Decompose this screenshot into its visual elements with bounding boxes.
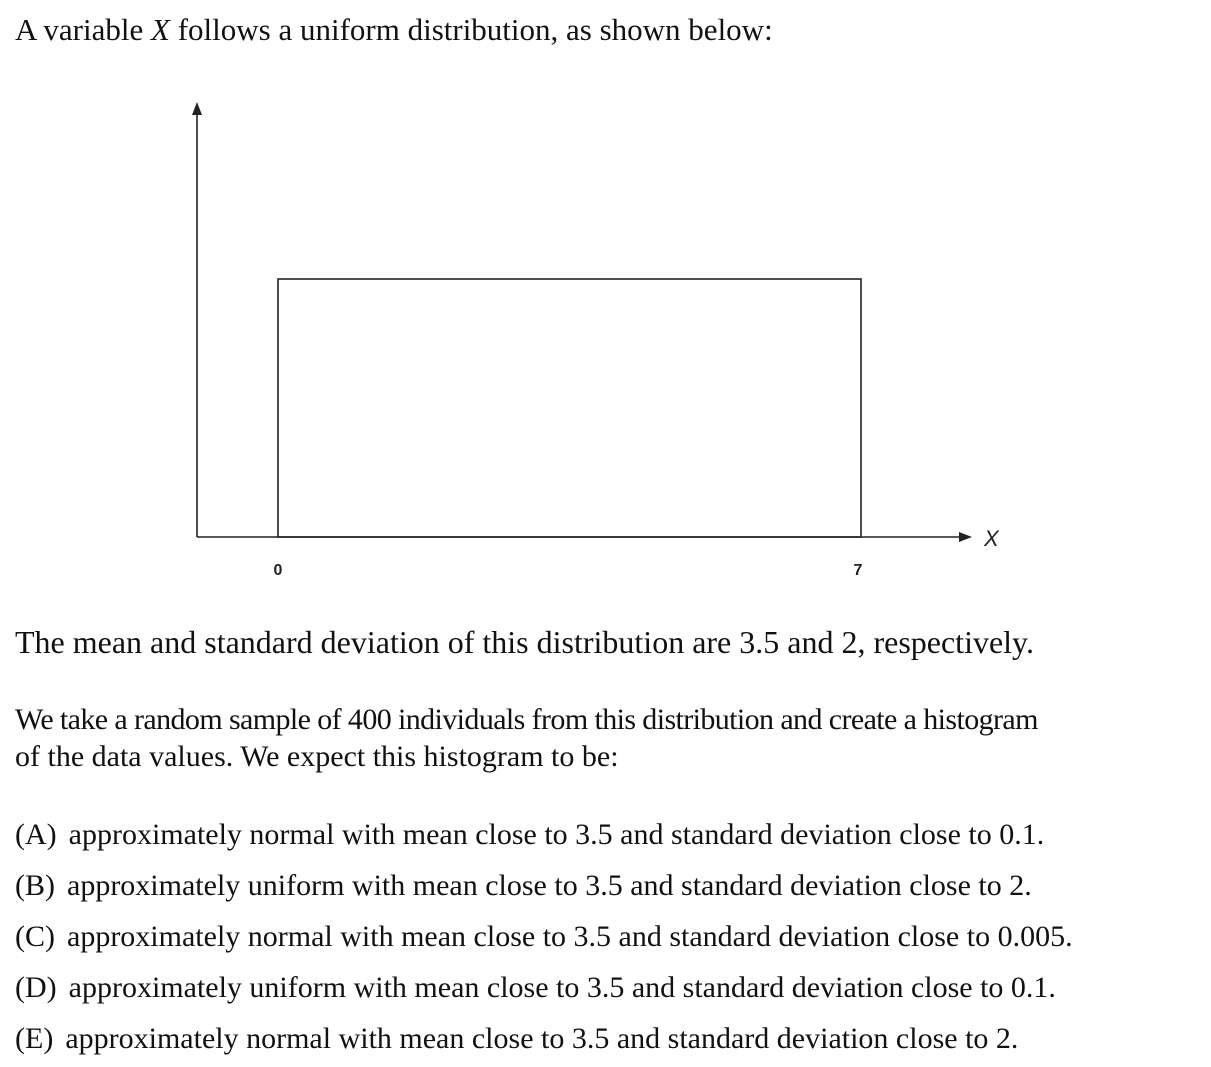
- choice-text: approximately uniform with mean close to 3.5 and standard deviation close to 0.1.: [68, 971, 1056, 1004]
- choice-a[interactable]: [15, 820, 1044, 850]
- choice-b[interactable]: [15, 871, 1032, 901]
- uniform-density-box: [278, 279, 861, 537]
- choice-text: approximately normal with mean close to 3.5 and standard deviation close to 0.005.: [67, 920, 1073, 953]
- sample-sentence-line-1: We take a random sample of 400 individuals from this distribution and create a histogram: [15, 703, 1038, 736]
- intro-sentence: [15, 14, 773, 45]
- choice-letter: (B): [15, 869, 55, 902]
- x-tick-label-0: 0: [273, 562, 283, 579]
- intro-suffix: follows a uniform distribution, as shown below:: [169, 12, 773, 47]
- choice-text: approximately uniform with mean close to 3.5 and standard deviation close to 2.: [67, 869, 1032, 902]
- choice-text: approximately normal with mean close to 3.5 and standard deviation close to 0.1.: [68, 818, 1045, 851]
- x-tick-label-7: 7: [853, 562, 863, 579]
- y-axis-arrow-icon: [192, 102, 202, 115]
- choice-text: approximately normal with mean close to 3.5 and standard deviation close to 2.: [65, 1022, 1019, 1055]
- sample-sentence-line-2: of the data values. We expect this histogram to be:: [15, 740, 619, 773]
- choice-letter: (D): [15, 971, 57, 1004]
- choice-letter: (A): [15, 818, 57, 851]
- choice-letter: (E): [15, 1022, 54, 1055]
- x-axis-arrow-icon: [959, 532, 972, 542]
- choice-d[interactable]: [15, 973, 1056, 1003]
- choice-letter: (C): [15, 920, 55, 953]
- intro-prefix: A variable: [15, 12, 152, 47]
- intro-variable: X: [151, 12, 170, 47]
- stats-sentence: The mean and standard deviation of this distribution are 3.5 and 2, respectively.: [15, 624, 1034, 660]
- choice-c[interactable]: [15, 922, 1073, 952]
- uniform-distribution-figure: [150, 90, 1050, 590]
- choice-e[interactable]: [15, 1024, 1018, 1054]
- x-axis-label: X: [984, 526, 999, 551]
